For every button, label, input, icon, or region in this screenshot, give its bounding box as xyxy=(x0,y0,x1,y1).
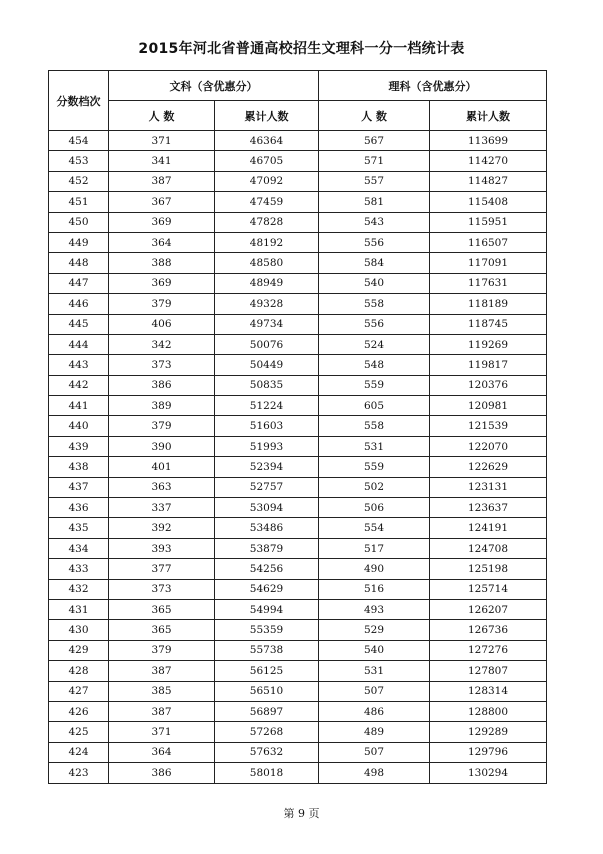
table-row xyxy=(49,620,547,640)
score-cell: 447 xyxy=(49,273,109,293)
score-cell: 453 xyxy=(49,151,109,171)
wenke-cumulative-cell: 55359 xyxy=(215,620,319,640)
like-cumulative-cell: 114827 xyxy=(430,171,547,191)
table-row xyxy=(49,559,547,579)
wenke-cumulative-cell: 47092 xyxy=(215,171,319,191)
wenke-cumulative-header: 累计人数 xyxy=(215,101,319,131)
like-count-cell: 517 xyxy=(319,538,430,558)
score-cell: 439 xyxy=(49,436,109,456)
score-cell: 441 xyxy=(49,396,109,416)
like-count-cell: 531 xyxy=(319,661,430,681)
like-cumulative-cell: 120376 xyxy=(430,375,547,395)
wenke-count-cell: 364 xyxy=(109,232,215,252)
like-count-cell: 506 xyxy=(319,498,430,518)
wenke-cumulative-cell: 55738 xyxy=(215,640,319,660)
like-cumulative-cell: 125714 xyxy=(430,579,547,599)
wenke-count-cell: 342 xyxy=(109,334,215,354)
like-count-cell: 493 xyxy=(319,599,430,619)
score-cell: 427 xyxy=(49,681,109,701)
like-count-cell: 531 xyxy=(319,436,430,456)
wenke-cumulative-cell: 52757 xyxy=(215,477,319,497)
like-count-cell: 584 xyxy=(319,253,430,273)
wenke-cumulative-cell: 51603 xyxy=(215,416,319,436)
table-row xyxy=(49,661,547,681)
table-row xyxy=(49,232,547,252)
wenke-count-cell: 363 xyxy=(109,477,215,497)
like-cumulative-cell: 122070 xyxy=(430,436,547,456)
score-cell: 446 xyxy=(49,294,109,314)
like-count-cell: 605 xyxy=(319,396,430,416)
wenke-cumulative-cell: 52394 xyxy=(215,457,319,477)
like-count-cell: 554 xyxy=(319,518,430,538)
like-group-header: 理科（含优惠分） xyxy=(319,71,547,101)
table-row xyxy=(49,334,547,354)
wenke-count-cell: 387 xyxy=(109,661,215,681)
table-row xyxy=(49,722,547,742)
wenke-group-header: 文科（含优惠分） xyxy=(109,71,319,101)
wenke-count-cell: 364 xyxy=(109,742,215,762)
table-row xyxy=(49,253,547,273)
wenke-cumulative-cell: 47828 xyxy=(215,212,319,232)
table-row xyxy=(49,579,547,599)
wenke-count-cell: 367 xyxy=(109,192,215,212)
like-cumulative-cell: 124191 xyxy=(430,518,547,538)
score-cell: 445 xyxy=(49,314,109,334)
like-count-cell: 548 xyxy=(319,355,430,375)
like-count-cell: 498 xyxy=(319,763,430,783)
wenke-cumulative-cell: 57632 xyxy=(215,742,319,762)
like-count-cell: 516 xyxy=(319,579,430,599)
score-cell: 440 xyxy=(49,416,109,436)
wenke-cumulative-cell: 56897 xyxy=(215,701,319,721)
wenke-count-cell: 389 xyxy=(109,396,215,416)
like-cumulative-cell: 128800 xyxy=(430,701,547,721)
like-count-cell: 540 xyxy=(319,273,430,293)
like-count-cell: 529 xyxy=(319,620,430,640)
wenke-count-cell: 386 xyxy=(109,375,215,395)
score-cell: 430 xyxy=(49,620,109,640)
score-cell: 428 xyxy=(49,661,109,681)
wenke-count-cell: 341 xyxy=(109,151,215,171)
like-cumulative-cell: 127807 xyxy=(430,661,547,681)
wenke-cumulative-cell: 57268 xyxy=(215,722,319,742)
table-row xyxy=(49,396,547,416)
like-count-cell: 559 xyxy=(319,375,430,395)
wenke-cumulative-cell: 54256 xyxy=(215,559,319,579)
wenke-count-cell: 393 xyxy=(109,538,215,558)
table-row xyxy=(49,273,547,293)
like-count-cell: 524 xyxy=(319,334,430,354)
like-count-cell: 556 xyxy=(319,232,430,252)
like-count-cell: 556 xyxy=(319,314,430,334)
wenke-count-cell: 373 xyxy=(109,579,215,599)
like-cumulative-cell: 114270 xyxy=(430,151,547,171)
score-cell: 438 xyxy=(49,457,109,477)
wenke-count-cell: 388 xyxy=(109,253,215,273)
wenke-cumulative-cell: 47459 xyxy=(215,192,319,212)
score-cell: 443 xyxy=(49,355,109,375)
wenke-count-cell: 337 xyxy=(109,498,215,518)
like-cumulative-cell: 122629 xyxy=(430,457,547,477)
wenke-count-cell: 385 xyxy=(109,681,215,701)
wenke-count-cell: 371 xyxy=(109,131,215,151)
table-row xyxy=(49,763,547,783)
like-cumulative-cell: 126736 xyxy=(430,620,547,640)
wenke-count-cell: 373 xyxy=(109,355,215,375)
like-cumulative-cell: 119269 xyxy=(430,334,547,354)
table-row xyxy=(49,355,547,375)
like-cumulative-cell: 118189 xyxy=(430,294,547,314)
wenke-cumulative-cell: 53879 xyxy=(215,538,319,558)
wenke-count-cell: 377 xyxy=(109,559,215,579)
score-cell: 435 xyxy=(49,518,109,538)
score-cell: 432 xyxy=(49,579,109,599)
wenke-count-cell: 369 xyxy=(109,273,215,293)
table-row xyxy=(49,171,547,191)
score-cell: 442 xyxy=(49,375,109,395)
table-row xyxy=(49,538,547,558)
like-cumulative-cell: 130294 xyxy=(430,763,547,783)
table-row xyxy=(49,681,547,701)
like-cumulative-cell: 128314 xyxy=(430,681,547,701)
table-row xyxy=(49,436,547,456)
wenke-count-cell: 387 xyxy=(109,701,215,721)
score-cell: 424 xyxy=(49,742,109,762)
like-count-cell: 558 xyxy=(319,416,430,436)
score-cell: 454 xyxy=(49,131,109,151)
wenke-cumulative-cell: 56125 xyxy=(215,661,319,681)
table-row xyxy=(49,518,547,538)
score-cell: 452 xyxy=(49,171,109,191)
like-cumulative-cell: 118745 xyxy=(430,314,547,334)
like-count-cell: 581 xyxy=(319,192,430,212)
wenke-count-cell: 390 xyxy=(109,436,215,456)
score-cell: 431 xyxy=(49,599,109,619)
like-count-cell: 559 xyxy=(319,457,430,477)
table-row xyxy=(49,151,547,171)
like-cumulative-cell: 129289 xyxy=(430,722,547,742)
wenke-count-header: 人 数 xyxy=(109,101,215,131)
wenke-cumulative-cell: 50076 xyxy=(215,334,319,354)
wenke-cumulative-cell: 50835 xyxy=(215,375,319,395)
like-count-cell: 507 xyxy=(319,681,430,701)
table-row xyxy=(49,457,547,477)
table-row xyxy=(49,212,547,232)
like-cumulative-cell: 113699 xyxy=(430,131,547,151)
like-cumulative-cell: 129796 xyxy=(430,742,547,762)
score-cell: 423 xyxy=(49,763,109,783)
wenke-count-cell: 386 xyxy=(109,763,215,783)
table-row xyxy=(49,416,547,436)
table-row xyxy=(49,192,547,212)
like-count-cell: 507 xyxy=(319,742,430,762)
wenke-cumulative-cell: 54994 xyxy=(215,599,319,619)
wenke-count-cell: 379 xyxy=(109,294,215,314)
score-cell: 450 xyxy=(49,212,109,232)
like-count-cell: 571 xyxy=(319,151,430,171)
table-row xyxy=(49,498,547,518)
score-cell: 444 xyxy=(49,334,109,354)
wenke-cumulative-cell: 53486 xyxy=(215,518,319,538)
wenke-cumulative-cell: 56510 xyxy=(215,681,319,701)
wenke-cumulative-cell: 51993 xyxy=(215,436,319,456)
wenke-count-cell: 392 xyxy=(109,518,215,538)
wenke-cumulative-cell: 58018 xyxy=(215,763,319,783)
like-count-cell: 489 xyxy=(319,722,430,742)
wenke-cumulative-cell: 49734 xyxy=(215,314,319,334)
like-cumulative-header: 累计人数 xyxy=(430,101,547,131)
like-cumulative-cell: 123637 xyxy=(430,498,547,518)
table-body xyxy=(49,131,547,784)
score-cell: 449 xyxy=(49,232,109,252)
like-cumulative-cell: 127276 xyxy=(430,640,547,660)
wenke-cumulative-cell: 51224 xyxy=(215,396,319,416)
wenke-count-cell: 406 xyxy=(109,314,215,334)
like-cumulative-cell: 116507 xyxy=(430,232,547,252)
like-count-cell: 543 xyxy=(319,212,430,232)
score-cell: 434 xyxy=(49,538,109,558)
page-title: 2015年河北省普通高校招生文理科一分一档统计表 xyxy=(138,41,465,57)
like-cumulative-cell: 121539 xyxy=(430,416,547,436)
like-cumulative-cell: 120981 xyxy=(430,396,547,416)
like-count-cell: 557 xyxy=(319,171,430,191)
score-cell: 426 xyxy=(49,701,109,721)
score-cell: 425 xyxy=(49,722,109,742)
score-table xyxy=(48,70,547,784)
like-count-cell: 490 xyxy=(319,559,430,579)
wenke-count-cell: 365 xyxy=(109,620,215,640)
wenke-cumulative-cell: 46364 xyxy=(215,131,319,151)
table-row xyxy=(49,477,547,497)
wenke-count-cell: 369 xyxy=(109,212,215,232)
table-row xyxy=(49,640,547,660)
wenke-cumulative-cell: 48949 xyxy=(215,273,319,293)
wenke-cumulative-cell: 54629 xyxy=(215,579,319,599)
like-cumulative-cell: 117091 xyxy=(430,253,547,273)
table-row xyxy=(49,599,547,619)
like-count-cell: 502 xyxy=(319,477,430,497)
wenke-cumulative-cell: 48192 xyxy=(215,232,319,252)
score-cell: 429 xyxy=(49,640,109,660)
wenke-count-cell: 379 xyxy=(109,416,215,436)
table-row xyxy=(49,314,547,334)
like-cumulative-cell: 115951 xyxy=(430,212,547,232)
wenke-cumulative-cell: 48580 xyxy=(215,253,319,273)
score-cell: 451 xyxy=(49,192,109,212)
like-count-cell: 540 xyxy=(319,640,430,660)
table-row xyxy=(49,375,547,395)
like-cumulative-cell: 123131 xyxy=(430,477,547,497)
wenke-count-cell: 371 xyxy=(109,722,215,742)
like-cumulative-cell: 115408 xyxy=(430,192,547,212)
score-cell: 437 xyxy=(49,477,109,497)
score-column-header: 分数档次 xyxy=(49,71,109,131)
like-cumulative-cell: 124708 xyxy=(430,538,547,558)
wenke-cumulative-cell: 46705 xyxy=(215,151,319,171)
table-row xyxy=(49,742,547,762)
table-row xyxy=(49,131,547,151)
like-count-cell: 486 xyxy=(319,701,430,721)
like-cumulative-cell: 125198 xyxy=(430,559,547,579)
like-cumulative-cell: 117631 xyxy=(430,273,547,293)
wenke-cumulative-cell: 53094 xyxy=(215,498,319,518)
score-cell: 436 xyxy=(49,498,109,518)
like-cumulative-cell: 119817 xyxy=(430,355,547,375)
like-count-cell: 567 xyxy=(319,131,430,151)
table-row xyxy=(49,701,547,721)
wenke-count-cell: 379 xyxy=(109,640,215,660)
like-count-cell: 558 xyxy=(319,294,430,314)
wenke-count-cell: 387 xyxy=(109,171,215,191)
like-cumulative-cell: 126207 xyxy=(430,599,547,619)
table-row xyxy=(49,294,547,314)
score-cell: 433 xyxy=(49,559,109,579)
wenke-cumulative-cell: 50449 xyxy=(215,355,319,375)
like-count-header: 人 数 xyxy=(319,101,430,131)
page-number: 第 9 页 xyxy=(283,807,320,820)
wenke-count-cell: 401 xyxy=(109,457,215,477)
wenke-count-cell: 365 xyxy=(109,599,215,619)
score-cell: 448 xyxy=(49,253,109,273)
wenke-cumulative-cell: 49328 xyxy=(215,294,319,314)
